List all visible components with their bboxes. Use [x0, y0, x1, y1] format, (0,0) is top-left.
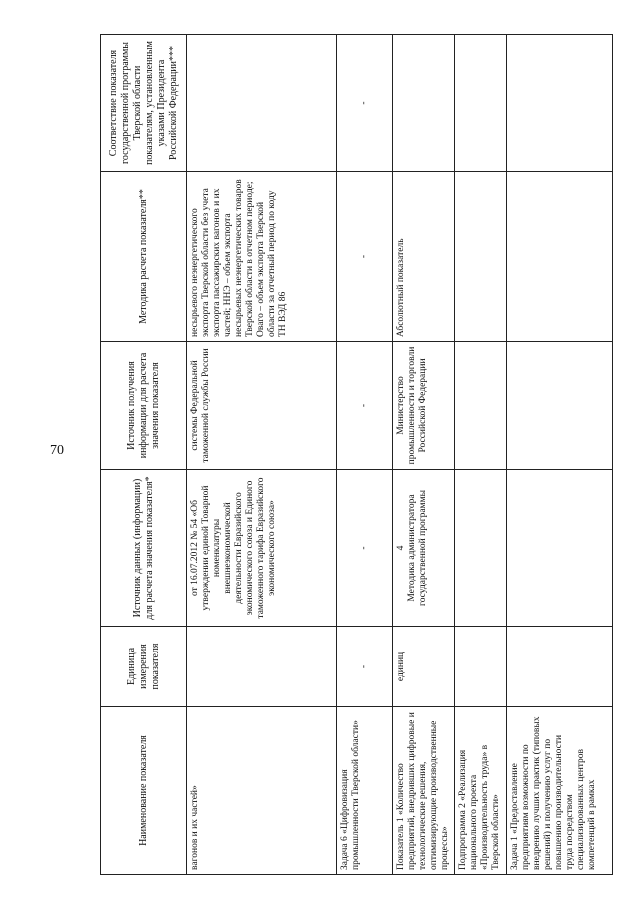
cell-compliance: - — [337, 35, 393, 172]
header-info-source: Источник получения информации для расчета значения показателя — [101, 342, 187, 470]
cell-data-source: от 16.07.2012 № 54 «Об утверждении единой Товарной номенклатуры внешнеэкономической деятельности Евразийского экономического союза и Единого таможенного тарифа Евразийского экономического союза» — [187, 470, 337, 627]
cell-method — [507, 172, 613, 342]
cell-data-source — [455, 470, 507, 627]
header-unit: Единица измерения показателя — [101, 627, 187, 707]
header-compliance: Соответствие показателя государственной программы Тверской области показателям, установленным указами Президента Российской Федерации*** — [101, 35, 187, 172]
cell-method: несырьевого неэнергетического экспорта Тверской области без учета экспорта пассажирских вагонов и их частей; ННЭ – объем экспорта несырьевых неэнергетических товаров Тверской области в отчетном периоде; Оваго – объем экспорта Тверской области за отчетный период по коду ТН ВЭД 86 — [187, 172, 337, 342]
cell-name: Показатель 1 «Количество предприятий, внедривших цифровые и технологические решения, оптимизирующие производственные процессы» — [393, 707, 455, 875]
table-row — [393, 35, 455, 875]
cell-unit — [455, 627, 507, 707]
page-number: 70 — [50, 443, 64, 458]
table-row — [187, 35, 337, 875]
cell-compliance — [507, 35, 613, 172]
cell-data-source: - — [337, 470, 393, 627]
cell-compliance — [187, 35, 337, 172]
cell-data-source: 4 Методика администратора государственной программы — [393, 470, 455, 627]
cell-info-source: Министерство промышленности и торговли Российской Федерации — [393, 342, 455, 470]
table-row — [507, 35, 613, 875]
cell-unit — [507, 627, 613, 707]
cell-unit — [187, 627, 337, 707]
table-row — [337, 35, 393, 875]
table-header-row — [101, 35, 187, 875]
rotated-table-frame — [100, 35, 605, 875]
indicator-table — [100, 34, 613, 875]
cell-data-source — [507, 470, 613, 627]
cell-method: - — [337, 172, 393, 342]
table-row — [455, 35, 507, 875]
cell-method — [455, 172, 507, 342]
cell-info-source — [507, 342, 613, 470]
cell-name: вагонов и их частей» — [187, 707, 337, 875]
cell-unit: единиц — [393, 627, 455, 707]
cell-compliance — [455, 35, 507, 172]
cell-method: Абсолютный показатель — [393, 172, 455, 342]
indicator-table-rotated — [100, 35, 605, 875]
cell-name: Задача 1 «Предоставление предприятиям возможности по внедрению лучших практик (типовых решений) и получению услуг по повышению производительности труда посредством специализированных центров компетенций в рамках — [507, 707, 613, 875]
header-method: Методика расчета показателя** — [101, 172, 187, 342]
cell-name: Задача 6 «Цифровизация промышленности Тверской области» — [337, 707, 393, 875]
cell-compliance — [393, 35, 455, 172]
cell-info-source: - — [337, 342, 393, 470]
header-data-source: Источник данных (информации) для расчета значения показателя* — [101, 470, 187, 627]
header-name: Наименование показателя — [101, 707, 187, 875]
cell-info-source — [455, 342, 507, 470]
cell-unit: - — [337, 627, 393, 707]
cell-name: Подпрограмма 2 «Реализация национального проекта «Производительность труда» в Тверской области» — [455, 707, 507, 875]
cell-info-source: системы Федеральной таможенной службы России — [187, 342, 337, 470]
